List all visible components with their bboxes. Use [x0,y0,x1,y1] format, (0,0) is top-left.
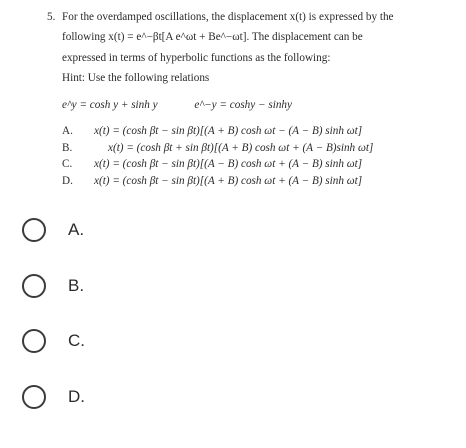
radio-button-c[interactable] [22,329,46,353]
answer-option-label: C. [68,331,85,350]
relation-2: e^−y = coshy − sinhy [194,99,292,111]
question-block [0,0,466,200]
radio-button-b[interactable] [22,274,46,298]
hint-relations [62,99,292,111]
answer-option-d[interactable] [22,382,85,412]
choice-expression: x(t) = (cosh βt + sin βt)[(A + B) cosh ωt + (A − B)sinh ωt] [108,142,374,154]
answer-option-label: D. [68,387,85,406]
radio-button-d[interactable] [22,385,46,409]
question-text-line-1: For the overdamped oscillations, the displacement x(t) is expressed by the [62,11,394,23]
question-text-line-3: expressed in terms of hyperbolic functions as the following: [62,52,331,64]
answer-option-label: A. [68,220,85,239]
answer-option-label: B. [68,276,85,295]
relation-1: e^y = cosh y + sinh y [62,99,158,111]
choice-expression: x(t) = (cosh βt − sin βt)[(A − B) cosh ωt + (A − B) sinh ωt] [94,158,363,170]
answer-option-c[interactable] [22,326,85,356]
choice-label: D. [62,175,73,187]
answer-option-a[interactable] [22,215,84,245]
question-number: 5. [47,11,56,23]
radio-button-a[interactable] [22,218,46,242]
choice-label: B. [62,142,73,154]
choice-label: A. [62,125,73,137]
choice-expression: x(t) = (cosh βt − sin βt)[(A + B) cosh ωt + (A − B) sinh ωt] [94,175,363,187]
answer-option-b[interactable] [22,271,84,301]
hint-text: Hint: Use the following relations [62,72,210,84]
question-text-line-2: following x(t) = e^−βt[A e^ωt + Be^−ωt]. The displacement can be [62,31,363,43]
choice-expression: x(t) = (cosh βt − sin βt)[(A + B) cosh ωt − (A − B) sinh ωt] [94,125,363,137]
choice-label: C. [62,158,73,170]
